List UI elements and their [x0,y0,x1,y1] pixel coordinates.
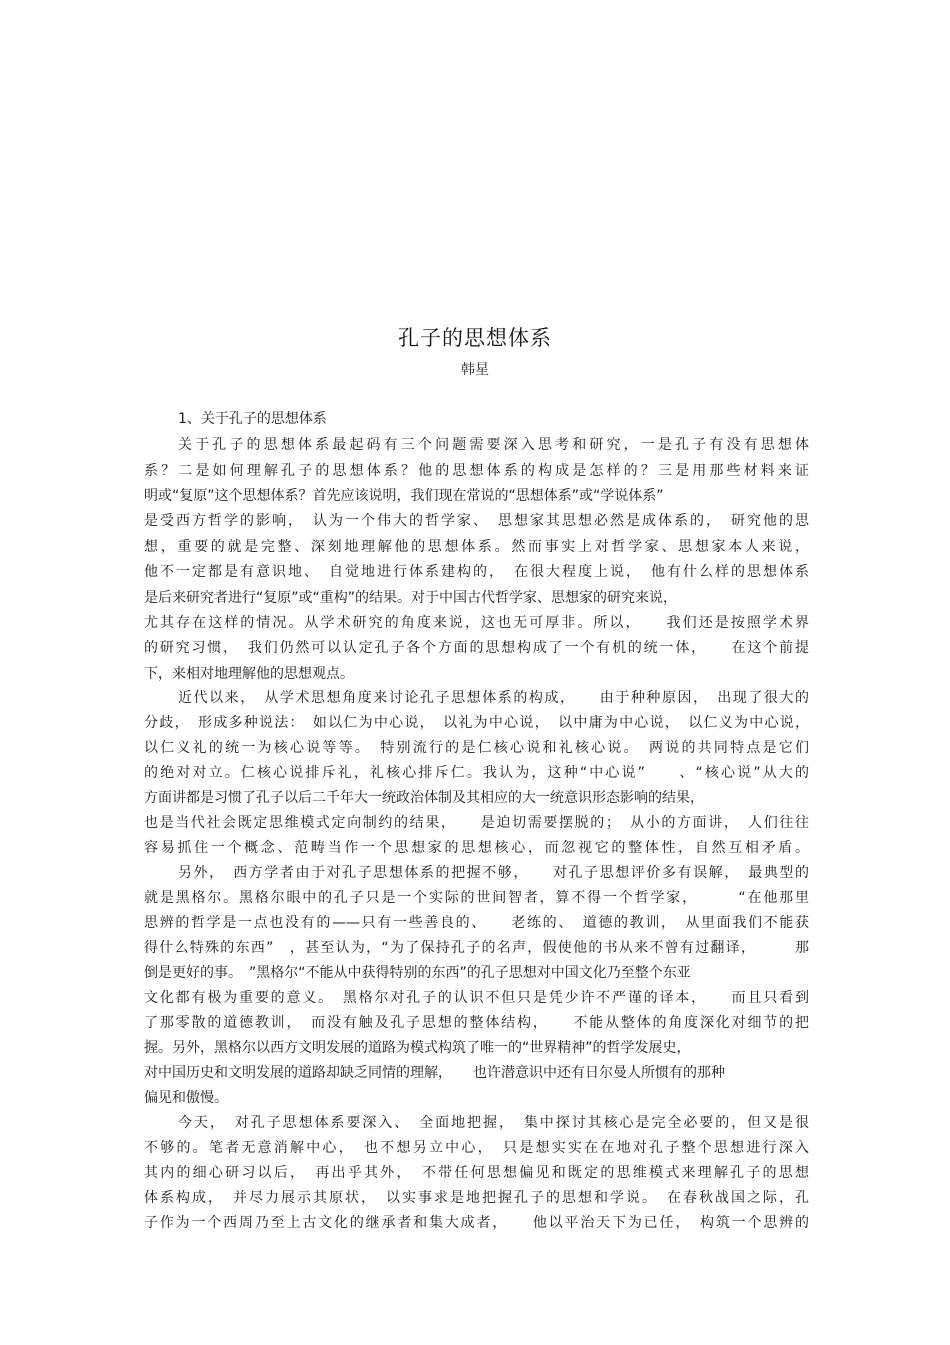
text-line: 的绝对对立。仁核心说排斥礼，礼核心排斥仁。我认为，这种“中心说” 、“核心说”从大的 [144,765,809,781]
text-line: 明或“复原”这个思想体系？首先应该说明，我们现在常说的“思想体系”或“学说体系” [144,488,664,504]
text-line: 对中国历史和文明发展的道路却缺乏同情的理解， 也许潜意识中还有日尔曼人所惯有的那种 [144,1065,725,1081]
text-line: 了那零散的道德教训， 而没有触及孔子思想的整体结构， 不能从整体的角度深化对细节的把 [144,1015,809,1031]
text-line: 系？二是如何理解孔子的思想体系？他的思想体系的构成是怎样的？三是用那些材料来证 [144,463,809,479]
text-line: 文化都有极为重要的意义。 黑格尔对孔子的认识不但只是凭少许不严谨的译本， 而且只看到 [144,990,809,1006]
text-line: 不够的。笔者无意消解中心， 也不想另立中心， 只是想实实在在地对孔子整个思想进行深入 [144,1140,809,1156]
text-line: 思辨的哲学是一点也没有的——只有一些善良的、 老练的、 道德的教训， 从里面我们不能获 [144,915,809,931]
text-line: 体系构成， 并尽力展示其原状， 以实事求是地把握孔子的思想和学说。 在春秋战国之际，孔 [144,1190,809,1206]
text-line: 想，重要的就是完整、深刻地理解他的思想体系。然而事实上对哲学家、思想家本人来说， [144,539,809,555]
text-line: 偏见和傲慢。 [144,1090,228,1106]
text-line: 得什么特殊的东西” ，甚至认为，“为了保持孔子的名声，假使他的书从来不曾有过翻译， 那 [144,940,809,956]
text-line: 倒是更好的事。 ”黑格尔“不能从中获得特别的东西”的孔子思想对中国文化乃至整个东亚 [144,965,691,981]
text-line: 的研究习惯， 我们仍然可以认定孔子各个方面的思想构成了一个有机的统一体， 在这个前提 [144,640,809,656]
text-line: 他不一定都是有意识地、 自觉地进行体系建构的， 在很大程度上说， 他有什么样的思想体系 [144,564,809,580]
document-author: 韩星 [461,362,489,378]
text-line: 以仁义礼的统一为核心说等等。 特别流行的是仁核心说和礼核心说。 两说的共同特点是它们 [144,740,809,756]
document-title: 孔子的思想体系 [398,326,552,350]
text-line: 其内的细心研习以后， 再出乎其外， 不带任何思想偏见和既定的思维模式来理解孔子的思想 [144,1165,809,1181]
text-line: 分歧， 形成多种说法： 如以仁为中心说， 以礼为中心说， 以中庸为中心说， 以仁义为中心说， [144,715,809,731]
text-line: 是受西方哲学的影响， 认为一个伟大的哲学家、 思想家其思想必然是成体系的， 研究他的思 [144,513,809,529]
text-line: 也是当代社会既定思维模式定向制约的结果， 是迫切需要摆脱的； 从小的方面讲， 人们往往 [144,815,809,831]
text-line: 容易抓住一个概念、范畴当作一个思想家的思想核心，而忽视它的整体性，自然互相矛盾。 [144,840,809,856]
text-line: 是后来研究者进行“复原”或“重构”的结果。对于中国古代哲学家、思想家的研究来说， [144,590,678,606]
text-line: 握。另外，黑格尔以西方文明发展的道路为模式构筑了唯一的“世界精神”的哲学发展史， [144,1040,691,1056]
text-line: 子作为一个西周乃至上古文化的继承者和集大成者， 他以平治天下为已任， 构筑一个思辨的 [144,1215,809,1231]
text-line: 下，来相对地理解他的思想观点。 [144,666,354,682]
text-line: 关于孔子的思想体系最起码有三个问题需要深入思考和研究，一是孔子有没有思想体 [178,437,809,453]
text-line: 今天， 对孔子思想体系要深入、 全面地把握， 集中探讨其核心是完全必要的，但又是很 [178,1115,809,1131]
text-line: 近代以来， 从学术思想角度来讨论孔子思想体系的构成， 由于种种原因， 出现了很大的 [178,690,809,706]
section-heading: 1、关于孔子的思想体系 [178,411,327,427]
text-line: 另外， 西方学者由于对孔子思想体系的把握不够， 对孔子思想评价多有误解， 最典型的 [178,865,809,881]
text-line: 就是黑格尔。黑格尔眼中的孔子只是一个实际的世间智者，算不得一个哲学家， “在他那里 [144,890,809,906]
text-line: 尤其存在这样的情况。从学术研究的角度来说，这也无可厚非。所以， 我们还是按照学术界 [144,615,809,631]
text-line: 方面讲都是习惯了孔子以后二千年大一统政治体制及其相应的大一统意识形态影响的结果， [144,790,704,806]
